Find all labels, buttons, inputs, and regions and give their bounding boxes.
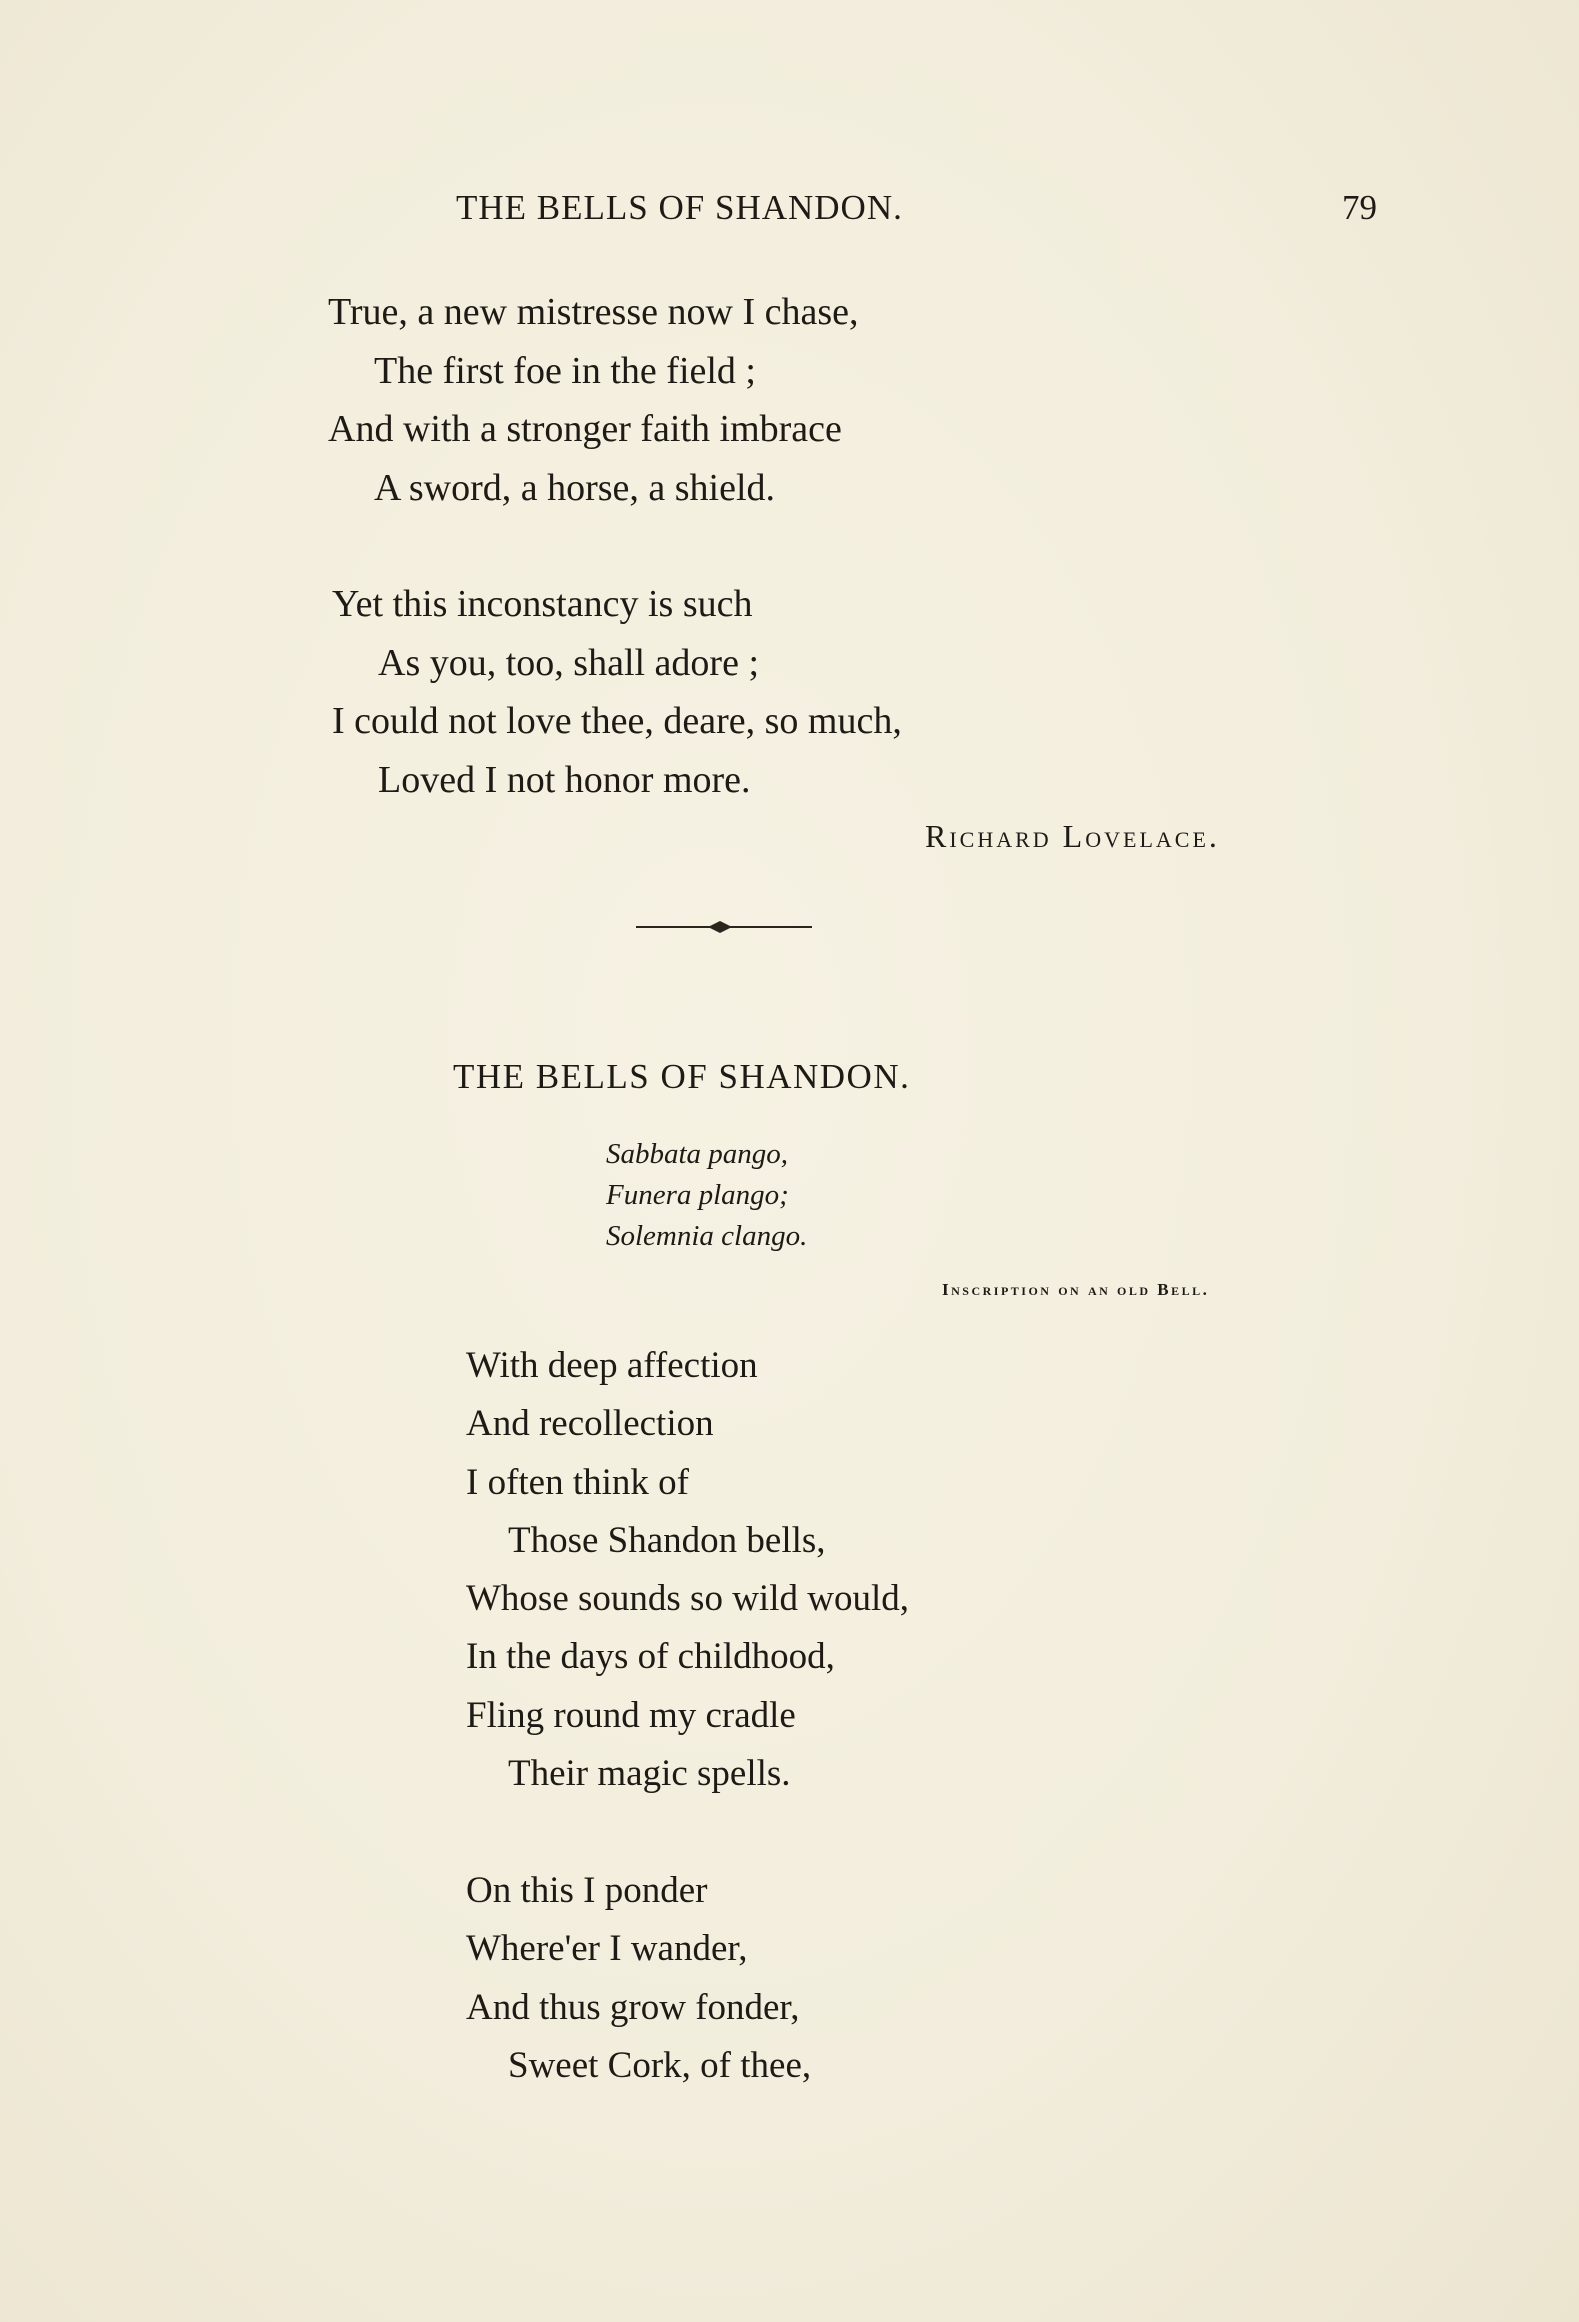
- poem-stanza-1: [466, 1337, 909, 1803]
- verse-line: And recollection: [466, 1403, 714, 1445]
- ornamental-divider: [636, 916, 812, 938]
- verse-line: Yet this inconstancy is such: [332, 583, 753, 625]
- verse-line: Whose sounds so wild would,: [466, 1578, 909, 1620]
- epigraph-line: Solemnia clango.: [606, 1220, 808, 1252]
- verse-line: Where'er I wander,: [466, 1928, 748, 1970]
- verse-line: As you, too, shall adore ;: [378, 641, 760, 684]
- epigraph-line: Sabbata pango,: [606, 1138, 789, 1170]
- epigraph-source: Inscription on an old Bell.: [942, 1280, 1210, 1299]
- poem-title: THE BELLS OF SHANDON.: [453, 1057, 911, 1096]
- verse-line: On this I ponder: [466, 1870, 708, 1911]
- verse-line: And thus grow fonder,: [466, 1986, 800, 2028]
- page-number: 79: [1342, 188, 1377, 227]
- verse-line: Fling round my cradle: [466, 1694, 796, 1736]
- previous-poem-stanza-2: [332, 575, 902, 809]
- previous-poem-stanza-1: [328, 283, 858, 517]
- verse-line: In the days of childhood,: [466, 1636, 835, 1678]
- verse-line: True, a new mistresse now I chase,: [328, 291, 859, 333]
- verse-line: Sweet Cork, of thee,: [508, 2044, 812, 2086]
- verse-line: And with a stronger faith imbrace: [328, 408, 842, 451]
- running-head-title: THE BELLS OF SHANDON.: [456, 188, 903, 227]
- verse-line: I often think of: [466, 1461, 689, 1503]
- verse-line: Their magic spells.: [508, 1753, 791, 1795]
- verse-line: Those Shandon bells,: [508, 1519, 826, 1561]
- verse-line: With deep affection: [466, 1345, 758, 1386]
- epigraph-line: Funera plango;: [606, 1179, 789, 1211]
- verse-line: A sword, a horse, a shield.: [374, 466, 776, 509]
- author-attribution: Richard Lovelace.: [925, 818, 1220, 854]
- poem-stanza-2: [466, 1862, 811, 2095]
- verse-line: I could not love thee, deare, so much,: [332, 700, 902, 743]
- epigraph: [606, 1134, 807, 1257]
- verse-line: Loved I not honor more.: [378, 758, 751, 801]
- verse-line: The first foe in the field ;: [374, 349, 756, 392]
